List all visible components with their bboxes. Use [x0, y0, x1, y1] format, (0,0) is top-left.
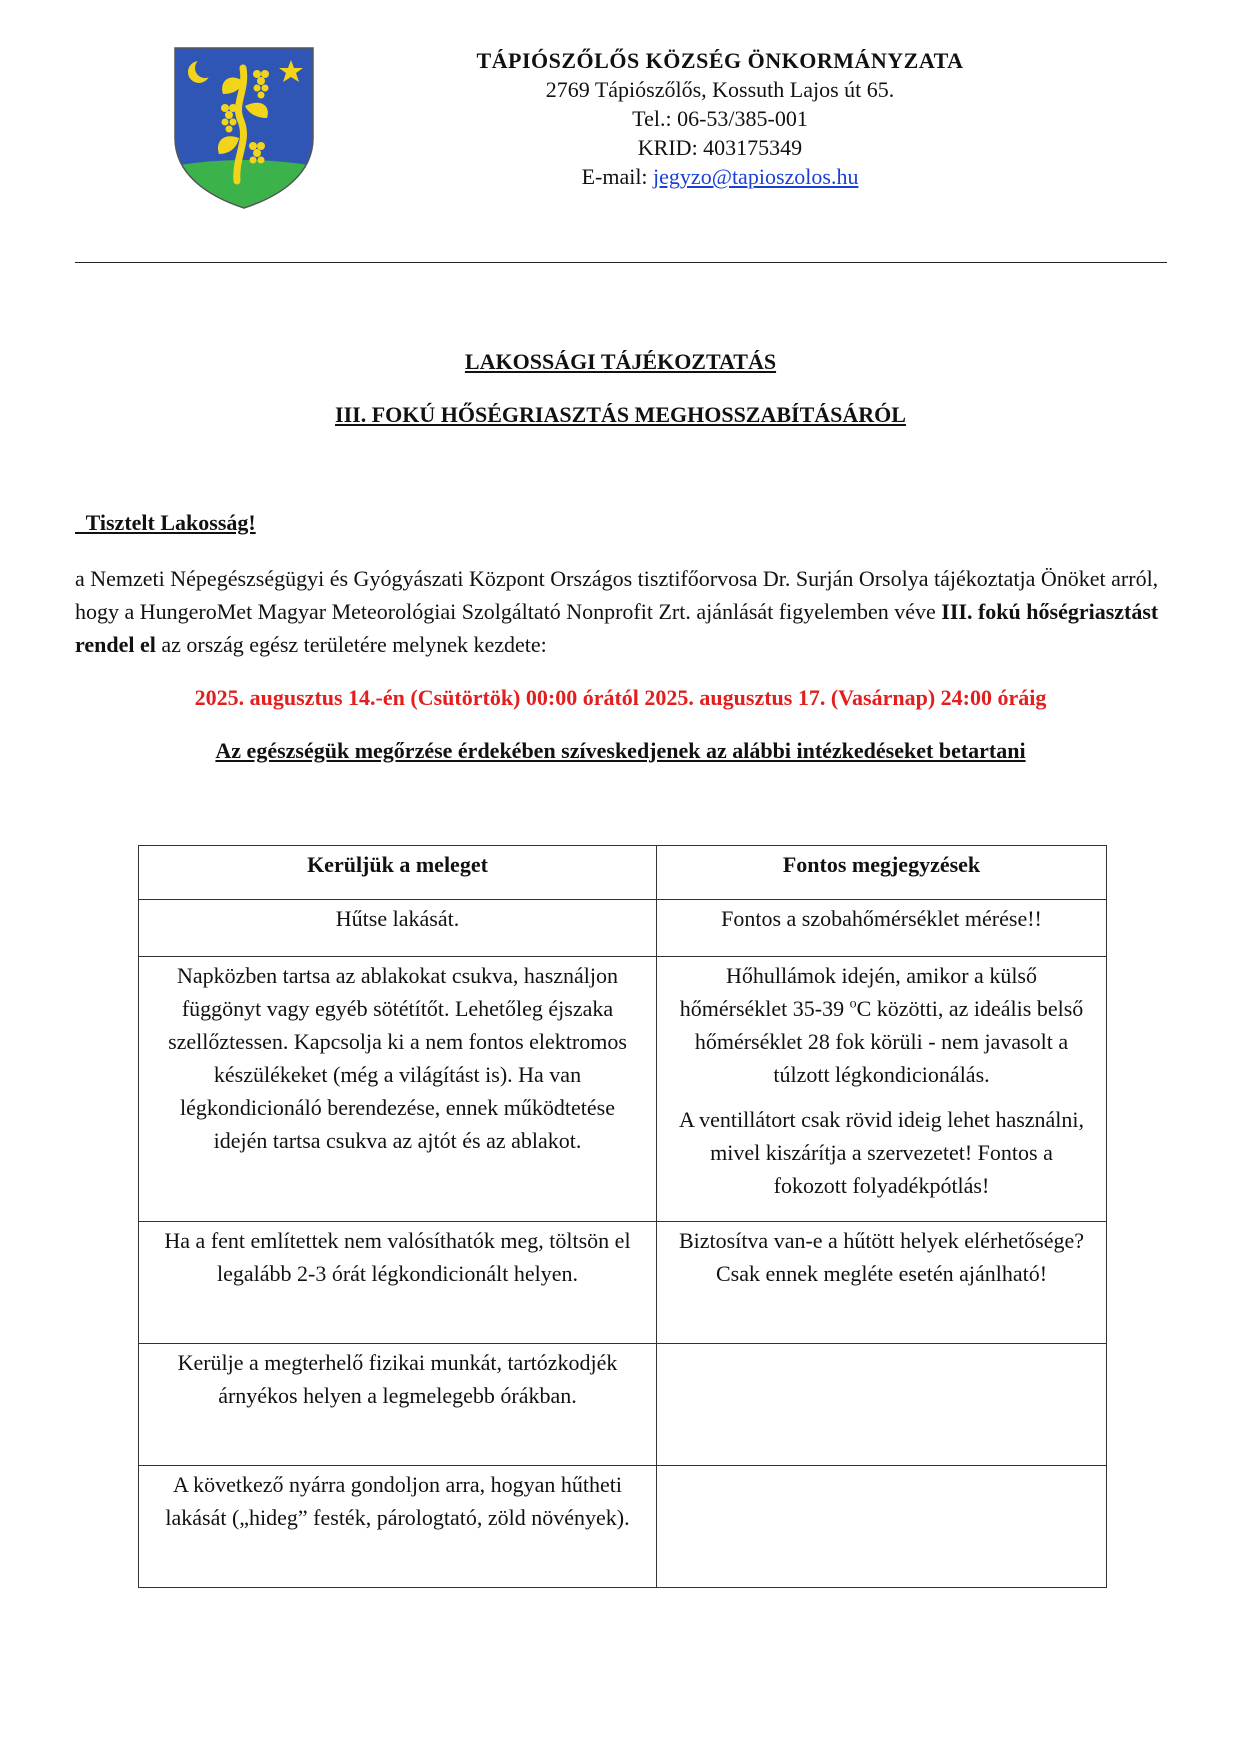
- greeting: Tisztelt Lakosság!: [75, 510, 256, 535]
- header-divider: [75, 262, 1167, 263]
- email-label: E-mail:: [581, 164, 654, 189]
- column-header-notes: Fontos megjegyzések: [657, 846, 1107, 900]
- table-row: [139, 900, 1107, 957]
- table-cell-measure: Kerülje a megterhelő fizikai munkát, tartózkodjék árnyékos helyen a legmelegebb órákban.: [139, 1344, 657, 1466]
- table-cell-measure: Ha a fent említettek nem valósíthatók meg, töltsön el legalább 2-3 órát légkondicionált helyen.: [139, 1222, 657, 1344]
- table-cell-note: Biztosítva van-e a hűtött helyek elérhetősége? Csak ennek megléte esetén ajánlható!: [657, 1222, 1107, 1344]
- intro-text-1: a Nemzeti Népegészségügyi és Gyógyászati Központ Országos tisztifőorvosa Dr. Surján Orsolya tájékoztatja Önöket arról, hogy a HungeroMet Magyar Meteorológiai Szolgáltató Nonprofit Zrt. ajánlását figyelemben véve: [75, 566, 1159, 624]
- phone: Tel.: 06-53/385-001: [632, 106, 808, 131]
- intro-bold-text: III. fokú hőségriasztást rendel el: [75, 599, 1159, 657]
- table-row: [139, 1222, 1107, 1344]
- note-text: C közötti, az ideális belső hőmérséklet 28 fok körüli - nem javasolt a túlzott légkondicionálás.: [694, 996, 1084, 1087]
- note-text: Hőhullámok idején, amikor a külső hőmérséklet 35-39: [679, 963, 1037, 1021]
- email-line: [420, 162, 1020, 191]
- note-paragraph: A ventillátort csak rövid ideig lehet használni, mivel kiszárítja a szervezetet! Fontos a fokozott folyadékpótlás!: [678, 1107, 1085, 1198]
- table-cell-note: [657, 957, 1107, 1222]
- email-link[interactable]: jegyzo@tapioszolos.hu: [653, 164, 859, 189]
- table-row: [139, 957, 1107, 1222]
- municipal-crest-icon: [173, 46, 315, 210]
- measures-table: [138, 845, 1107, 1588]
- document-subtitle: III. FOKÚ HŐSÉGRIASZTÁS MEGHOSSZABÍTÁSÁRÓL: [335, 402, 906, 427]
- table-row: [139, 1344, 1107, 1466]
- table-cell-note: Fontos a szobahőmérséklet mérése!!: [657, 900, 1107, 957]
- table-cell-measure: A következő nyárra gondoljon arra, hogyan hűtheti lakását („hideg” festék, párologtató, zöld növények).: [139, 1466, 657, 1588]
- table-row: [139, 1466, 1107, 1588]
- degree-superscript: o: [849, 996, 857, 1012]
- table-cell-note: [657, 1466, 1107, 1588]
- table-header-row: [139, 846, 1107, 900]
- alert-period: 2025. augusztus 14.-én (Csütörtök) 00:00 órától 2025. augusztus 17. (Vasárnap) 24:00 óráig: [194, 685, 1047, 710]
- intro-paragraph: [75, 562, 1175, 661]
- instruction-heading: Az egészségük megőrzése érdekében szíveskedjenek az alábbi intézkedéseket betartani: [215, 738, 1026, 763]
- table-cell-measure: Napközben tartsa az ablakokat csukva, használjon függönyt vagy egyéb sötétítőt. Lehetőleg éjszaka szellőztessen. Kapcsolja ki a nem fontos elektromos készülékeket (még a világítást is). Ha van légkondicionáló berendezése, ennek működtetése idején tartsa csukva az ajtót és az ablakot.: [139, 957, 657, 1222]
- table-cell-note: [657, 1344, 1107, 1466]
- address: 2769 Tápiószőlős, Kossuth Lajos út 65.: [545, 77, 895, 102]
- letterhead: [420, 46, 1020, 191]
- organization-name: TÁPIÓSZŐLŐS KÖZSÉG ÖNKORMÁNYZATA: [476, 48, 964, 73]
- column-header-avoid-heat: Kerüljük a meleget: [139, 846, 657, 900]
- krid: KRID: 403175349: [637, 135, 803, 160]
- intro-text-2: az ország egész területére melynek kezdete:: [155, 632, 547, 657]
- note-paragraph: [671, 959, 1092, 1091]
- table-cell-measure: Hűtse lakását.: [139, 900, 657, 957]
- document-title: LAKOSSÁGI TÁJÉKOZTATÁS: [464, 349, 777, 374]
